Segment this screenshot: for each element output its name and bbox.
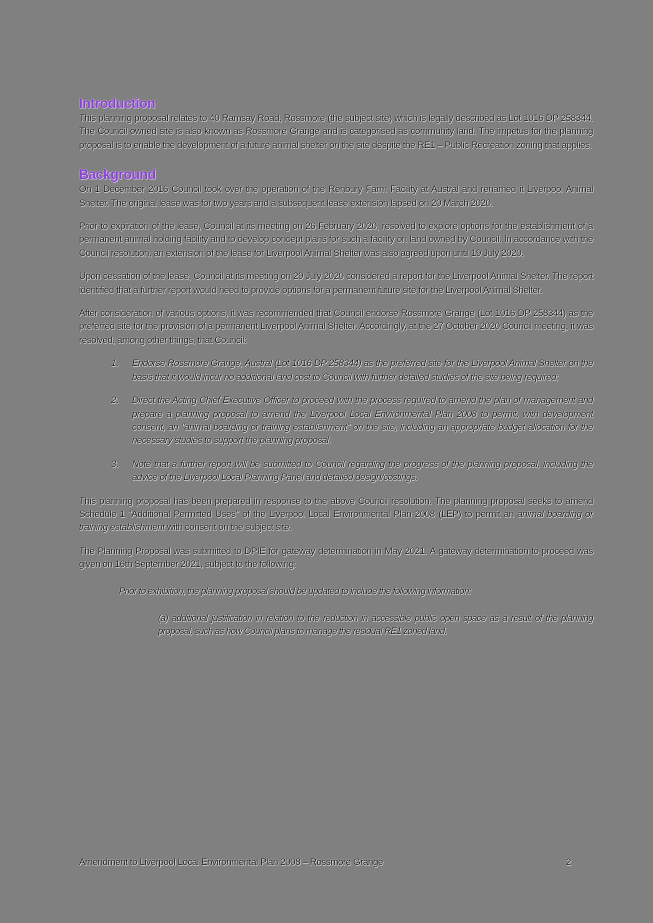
resolution-text: Direct the Acting Chief Executive Officer to proceed with the process required to amend the plan of management and prepare a planning proposal to amend the Liverpool Local Environmental Plan 2008 to permit, with development consent, an "animal boarding or training establishment" on the site, including an appropriate budget allocation for the necessary studies to support the planning proposal. xyxy=(132,395,593,447)
text-run: This planning proposal has been prepared in response to the above Council resolution. The planning proposal seeks to amend Schedule 1 "Additional Permitted Uses" of the Liverpool Local Environmental Plan 2008 (LEP) to permit an xyxy=(79,495,593,520)
council-resolution-list xyxy=(79,357,593,484)
resolution-text: Note that a further report will be submitted to Council regarding the progress of the planning proposal, including the advice of the Liverpool Local Planning Panel and detailed design/costings. xyxy=(132,458,593,484)
resolution-item xyxy=(79,458,593,485)
planning-proposal-paragraph xyxy=(79,495,593,535)
page-footer xyxy=(79,857,571,868)
gateway-paragraph: The Planning Proposal was submitted to DPIE for gateway determination in May 2021. A gateway determination to proceed was given on 16th September 2021, subject to the following: xyxy=(79,545,593,571)
gateway-condition-item: (a) additional justification in relation to the reduction in accessible public open space as a result of the planning proposal, such as how Council plans to manage the residual RE1 zoned land. xyxy=(158,611,593,637)
background-paragraph-2: Prior to expiration of the lease, Council at its meeting on 26 February 2020, resolved to explore options for the establishment of a permanent animal holding facility and to develop concept plans for such a facility on land owned by Council. In accordance with the Council resolution, an extension of the lease for Liverpool Animal Shelter was also agreed upon until 19 July 2020. xyxy=(79,221,593,259)
introduction-heading: Introduction xyxy=(79,96,156,111)
document-page xyxy=(79,95,593,638)
gateway-condition-quote: Prior to exhibition, the planning proposal should be updated to include the following information: xyxy=(119,584,471,596)
resolution-item xyxy=(79,357,593,384)
italic-term: animal boarding or training establishment xyxy=(79,508,593,534)
background-paragraph-1: On 1 December 2016 Council took over the operation of the Renbury Farm Facility at Austral and renamed it Liverpool Animal Shelter. The original lease was for two years and a subsequent lease extension lapsed on 20 March 2020. xyxy=(79,184,593,209)
resolution-item xyxy=(79,394,593,448)
page-number: 2 xyxy=(566,857,571,868)
resolution-number: 2. xyxy=(111,395,120,407)
resolution-number: 3. xyxy=(111,458,120,470)
resolution-text: Endorse Rossmore Grange, Austral (Lot 1016 DP 258344) as the preferred site for the Liverpool Animal Shelter on the basis that it would incur no additional land cost to Council with further detailed studies of the site being required; xyxy=(132,358,593,383)
introduction-paragraph: This planning proposal relates to 40 Ramsay Road, Rossmore (the subject site) which is legally described as Lot 1016 DP 258344. The Council owned site is also known as Rossmore Grange and is categorised as community land. The impetus for the planning proposal is to enable the development of a future animal shelter on the site despite the RE1 – Public Recreation zoning that applies. xyxy=(79,113,593,151)
footer-title: Amendment to Liverpool Local Environmental Plan 2008 – Rossmore Grange xyxy=(79,857,384,868)
background-paragraph-3: Upon cessation of the lease, Council at its meeting on 29 July 2020 considered a report for the Liverpool Animal Shelter. The report identified that a further report would need to provide options for a permanent future site for the Liverpool Animal Shelter. xyxy=(79,271,593,296)
resolution-number: 1. xyxy=(111,358,120,370)
background-heading: Background xyxy=(79,167,156,183)
text-run: with consent on the subject site. xyxy=(164,522,292,534)
background-paragraph-4: After consideration of various options, it was recommended that Council endorse Rossmore Grange (Lot 1016 DP 258344) as the preferred site for the provision of a permanent Liverpool Animal Shelter. Accordingly, at the 27 October 2020 Council meeting, it was resolved, among other things, that Council: xyxy=(79,308,593,346)
